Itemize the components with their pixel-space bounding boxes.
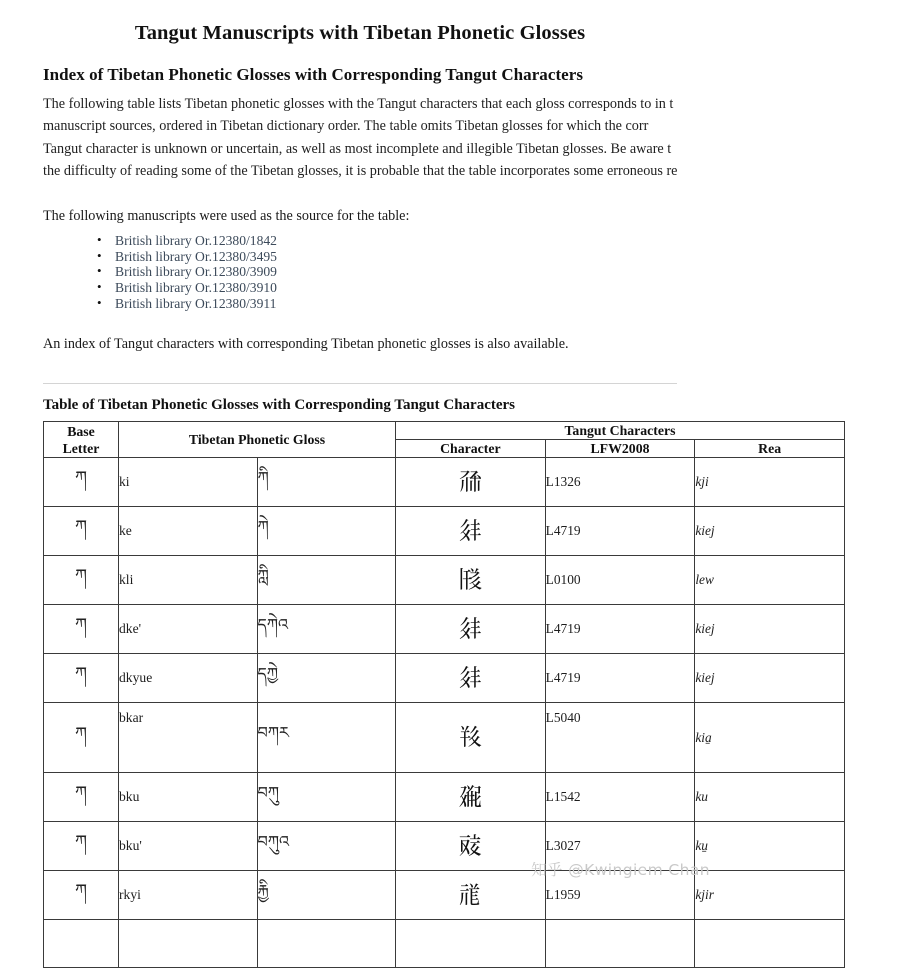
cell-base-letter: ཀ <box>44 871 119 920</box>
cell-lfw2008: L4719 <box>545 507 695 556</box>
cell-reading: lew <box>695 556 845 605</box>
cell-tangut-character: 𗠟 <box>396 822 546 871</box>
table-row <box>44 703 845 773</box>
table-body <box>44 458 845 968</box>
cell-gloss-tibetan: ཀེ <box>257 507 396 556</box>
cell-reading: kji <box>695 458 845 507</box>
cell-base-letter: ཀ <box>44 507 119 556</box>
table-row <box>44 871 845 920</box>
cell-base-letter: ཀ <box>44 458 119 507</box>
list-item[interactable]: • British library Or.12380/1842 <box>97 233 903 249</box>
column-header-tangut-group: Tangut Characters <box>396 422 845 440</box>
cell-tangut-character: 𗁦 <box>396 556 546 605</box>
watermark: 知乎 @Kwingiem Chan <box>531 861 710 879</box>
cell-base-letter: ཀ <box>44 773 119 822</box>
sources-lead-in: The following manuscripts were used as the source for the table: <box>43 207 410 224</box>
table-row <box>44 605 845 654</box>
table-row <box>44 654 845 703</box>
cell-base-letter: ཀ <box>44 822 119 871</box>
table-row-partial <box>44 920 845 968</box>
closing-note: An index of Tangut characters with corresponding Tibetan phonetic glosses is also available. <box>43 336 569 353</box>
column-header-character: Character <box>396 440 546 458</box>
base-letter-head-line2: Letter <box>62 440 100 456</box>
cell-base-letter <box>44 920 119 968</box>
cell-gloss-tibetan: བཀར <box>257 703 396 773</box>
cell-reading: kiej <box>695 605 845 654</box>
cell-gloss-latin <box>119 920 258 968</box>
gloss-table <box>43 421 845 968</box>
cell-tangut-character: 𗙏 <box>396 871 546 920</box>
table-head <box>44 422 845 458</box>
column-header-base-letter <box>44 422 119 458</box>
cell-tangut-character <box>396 920 546 968</box>
cell-reading: kjir <box>695 871 845 920</box>
intro-line: Tangut character is unknown or uncertain, as well as most incomplete and illegible Tibetan glosses. Be aware t <box>43 140 672 157</box>
cell-tangut-character: 𗗙 <box>396 458 546 507</box>
table-row <box>44 773 845 822</box>
section-divider <box>43 383 677 384</box>
cell-gloss-latin: kli <box>119 556 258 605</box>
table-row <box>44 507 845 556</box>
base-letter-head-line1: Base <box>67 423 95 439</box>
sources-list <box>43 233 903 313</box>
cell-reading: kiej <box>695 654 845 703</box>
cell-lfw2008: L3027 <box>545 822 695 871</box>
cell-gloss-latin: bku' <box>119 822 258 871</box>
table-row <box>44 458 845 507</box>
cell-reading: kiej <box>695 507 845 556</box>
table-row <box>44 556 845 605</box>
cell-gloss-tibetan: བཀུ <box>257 773 396 822</box>
cell-reading: kia̱ <box>695 703 845 773</box>
cell-gloss-tibetan: བཀུའ <box>257 822 396 871</box>
column-header-reading: Rea <box>695 440 845 458</box>
cell-base-letter: ཀ <box>44 654 119 703</box>
cell-gloss-tibetan: དཀྱེ <box>257 654 396 703</box>
cell-tangut-character: 𗢳 <box>396 654 546 703</box>
intro-paragraph <box>43 93 903 183</box>
cell-lfw2008: L5040 <box>545 703 695 773</box>
intro-line: manuscript sources, ordered in Tibetan dictionary order. The table omits Tibetan glosses for which the corr <box>43 118 649 135</box>
cell-gloss-tibetan: རྐྱི <box>257 871 396 920</box>
cell-tangut-character: 𘁂 <box>396 703 546 773</box>
list-item[interactable]: • British library Or.12380/3911 <box>97 296 903 312</box>
cell-base-letter: ཀ <box>44 556 119 605</box>
cell-gloss-tibetan: ཀླི <box>257 556 396 605</box>
table-caption: Table of Tibetan Phonetic Glosses with Corresponding Tangut Characters <box>43 397 516 414</box>
cell-lfw2008: L1959 <box>545 871 695 920</box>
cell-gloss-latin: rkyi <box>119 871 258 920</box>
cell-tangut-character: 𗢳 <box>396 605 546 654</box>
page-title: Tangut Manuscripts with Tibetan Phonetic Glosses <box>134 22 586 44</box>
cell-base-letter: ཀ <box>44 605 119 654</box>
content-column <box>43 0 903 968</box>
cell-tangut-character: 𗘂 <box>396 773 546 822</box>
cell-reading <box>695 920 845 968</box>
list-item[interactable]: • British library Or.12380/3910 <box>97 280 903 296</box>
cell-gloss-latin: ki <box>119 458 258 507</box>
cell-tangut-character: 𗢳 <box>396 507 546 556</box>
cell-gloss-latin: dkyue <box>119 654 258 703</box>
column-header-lfw2008: LFW2008 <box>545 440 695 458</box>
cell-lfw2008: L0100 <box>545 556 695 605</box>
cell-gloss-tibetan: དཀེའ <box>257 605 396 654</box>
cell-lfw2008: L1542 <box>545 773 695 822</box>
cell-reading: ku <box>695 773 845 822</box>
cell-lfw2008: L4719 <box>545 654 695 703</box>
cell-gloss-tibetan: ཀི <box>257 458 396 507</box>
cell-gloss-latin: bkar <box>119 703 258 773</box>
cell-reading: ku̱ <box>695 822 845 871</box>
cell-gloss-latin: bku <box>119 773 258 822</box>
cell-base-letter: ཀ <box>44 703 119 773</box>
intro-line: the difficulty of reading some of the Tibetan glosses, it is probable that the table incorporates some erroneous re <box>43 163 678 180</box>
list-item[interactable]: • British library Or.12380/3909 <box>97 264 903 280</box>
table-row <box>44 822 845 871</box>
section-heading: Index of Tibetan Phonetic Glosses with Corresponding Tangut Characters <box>43 65 584 84</box>
column-header-gloss: Tibetan Phonetic Gloss <box>119 422 396 458</box>
cell-gloss-latin: ke <box>119 507 258 556</box>
table-header-row-1 <box>44 422 845 440</box>
intro-line: The following table lists Tibetan phonetic glosses with the Tangut characters that each gloss corresponds to in t <box>43 96 674 112</box>
cell-lfw2008 <box>545 920 695 968</box>
cell-lfw2008: L1326 <box>545 458 695 507</box>
cell-gloss-tibetan <box>257 920 396 968</box>
cell-gloss-latin: dke' <box>119 605 258 654</box>
list-item[interactable]: • British library Or.12380/3495 <box>97 249 903 265</box>
cell-lfw2008: L4719 <box>545 605 695 654</box>
